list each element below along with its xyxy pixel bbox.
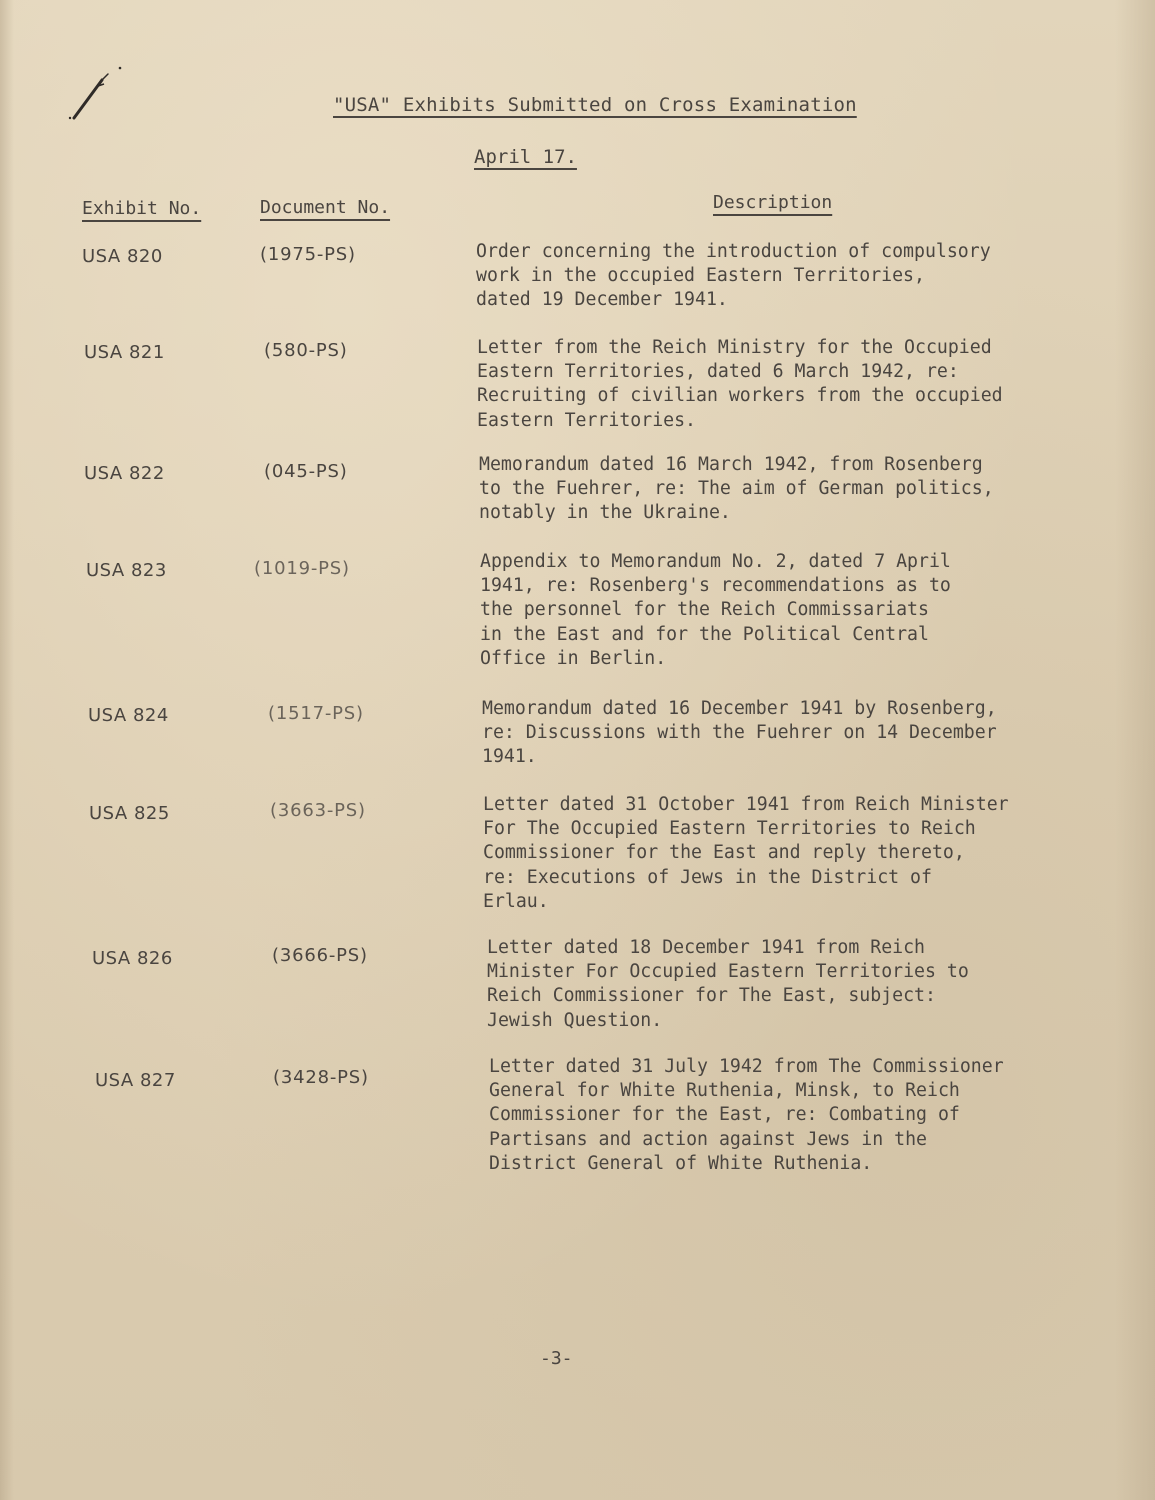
column-header-description: Description [713, 192, 833, 213]
column-header-exhibit: Exhibit No. [82, 198, 202, 219]
pencil-mark-icon [64, 60, 134, 130]
exhibit-number: USA 820 [82, 246, 163, 267]
exhibit-number: USA 824 [88, 705, 169, 726]
exhibit-number: USA 826 [92, 948, 173, 969]
exhibit-number: USA 823 [86, 560, 167, 581]
document-number: (3663-PS) [270, 800, 366, 821]
document-title: "USA" Exhibits Submitted on Cross Examination [333, 94, 857, 116]
exhibit-number: USA 827 [95, 1070, 176, 1091]
paper-edge-shadow [0, 0, 14, 1500]
document-number: (3428-PS) [273, 1067, 369, 1088]
column-header-document: Document No. [260, 197, 391, 218]
document-date: April 17. [474, 146, 577, 168]
exhibit-description: Letter from the Reich Ministry for the Occupied Eastern Territories, dated 6 March 1942, re: Recruiting of civilian workers from the occupied Eastern Territories. [477, 337, 1003, 431]
exhibit-number: USA 825 [89, 803, 170, 824]
document-number: (1019-PS) [254, 558, 350, 579]
document-number: (1975-PS) [260, 244, 356, 265]
exhibit-description: Letter dated 31 October 1941 from Reich Minister For The Occupied Eastern Territories to Reich Commissioner for the East and reply thereto, re: Executions of Jews in the District of Erlau. [483, 794, 1009, 912]
exhibit-description: Letter dated 31 July 1942 from The Commissioner General for White Ruthenia, Minsk, to Reich Commissioner for the East, re: Combating of Partisans and action against Jews in the District General of White Ruthenia. [489, 1056, 1004, 1174]
document-number: (3666-PS) [272, 945, 368, 966]
exhibit-description: Appendix to Memorandum No. 2, dated 7 April 1941, re: Rosenberg's recommendations as to the personnel for the Reich Commissariats in the East and for the Political Central Office in Berlin. [480, 551, 951, 669]
exhibit-number: USA 822 [84, 463, 165, 484]
page-number: -3- [540, 1348, 573, 1369]
document-number: (1517-PS) [268, 703, 364, 724]
exhibit-number: USA 821 [84, 342, 165, 363]
document-number: (580-PS) [264, 340, 348, 361]
exhibit-description: Memorandum dated 16 March 1942, from Rosenberg to the Fuehrer, re: The aim of German politics, notably in the Ukraine. [479, 454, 994, 524]
exhibit-description: Letter dated 18 December 1941 from Reich Minister For Occupied Eastern Territories to Reich Commissioner for The East, subject: Jewish Question. [487, 937, 969, 1031]
exhibit-description: Memorandum dated 16 December 1941 by Rosenberg, re: Discussions with the Fuehrer on 14 December 1941. [482, 698, 997, 768]
document-number: (045-PS) [264, 461, 348, 482]
paper-edge-shadow [1115, 0, 1155, 1500]
exhibit-description: Order concerning the introduction of compulsory work in the occupied Eastern Territories, dated 19 December 1941. [476, 241, 991, 311]
